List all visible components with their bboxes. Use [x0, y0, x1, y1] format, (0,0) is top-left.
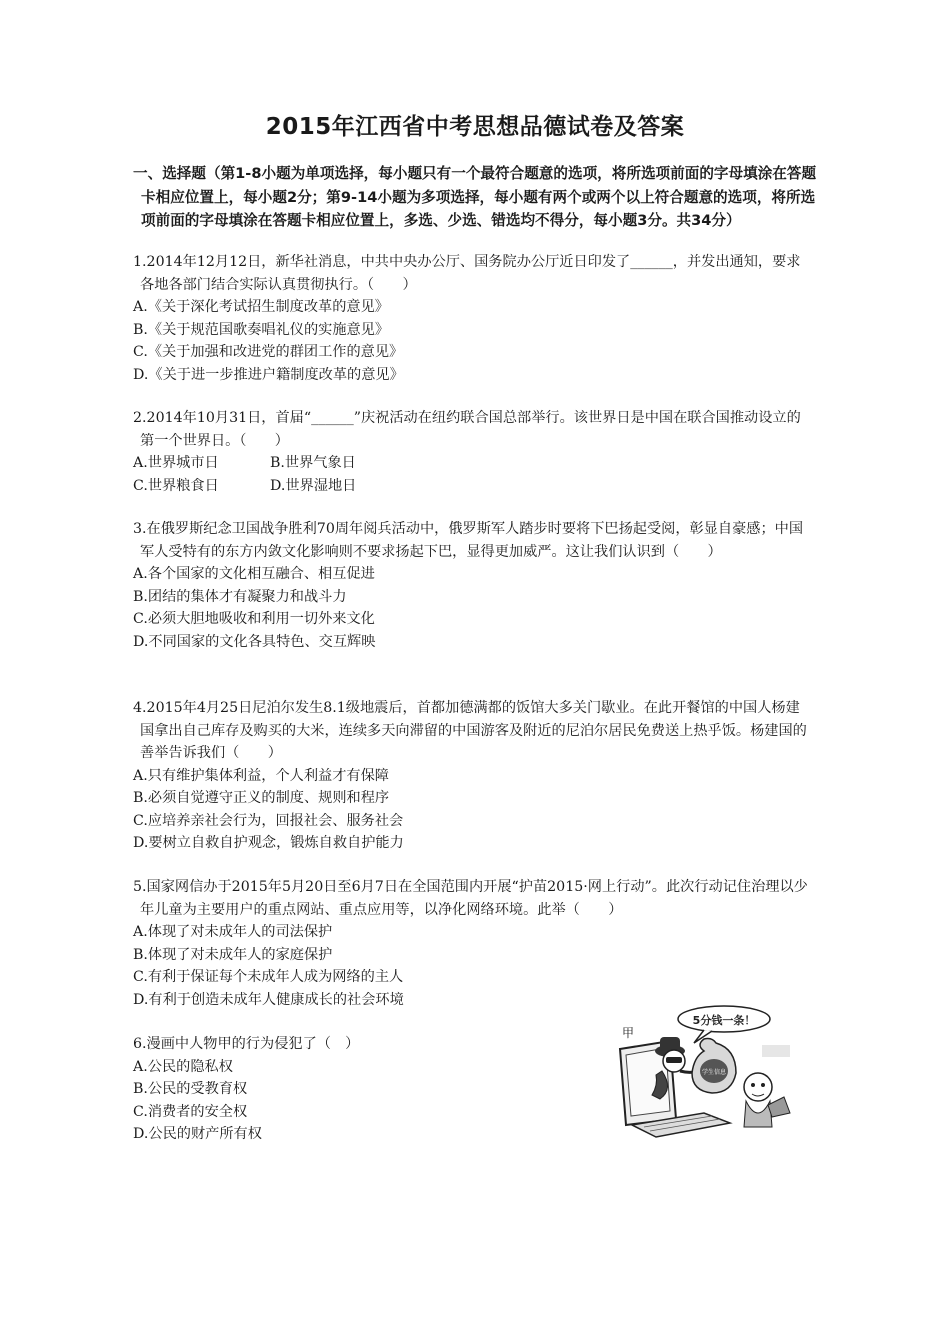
option-a: A.只有维护集体利益，个人利益才有保障 — [133, 767, 389, 784]
option-d: D.《关于进一步推进户籍制度改革的意见》 — [133, 366, 404, 383]
question-stem: 5.国家网信办于2015年5月20日至6月7日在全国范围内开展“护苗2015·网上行动”。此次行动记住治理以少年儿童为主要用户的重点网站、重点应用等，以净化网络环境。此举（ ） — [133, 879, 808, 918]
option-a: A.各个国家的文化相互融合、相互促进 — [133, 566, 375, 582]
option-d: D.要树立自救自护观念，锻炼自救自护能力 — [133, 835, 404, 851]
section-heading: 一、选择题（第1-8小题为单项选择，每小题只有一个最符合题意的选项，将所选项前面的字母填涂在答题卡相应位置上，每小题2分；第9-14小题为多项选择，每小题有两个或两个以上符合题意的选项，将所选项前面的字母填涂在答题卡相应位置上，多选、少选、错选均不得分，每小题3分。共34分） — [133, 165, 817, 229]
option-b: B.团结的集体才有凝聚力和战斗力 — [133, 588, 347, 605]
option-row — [133, 452, 808, 475]
option-a: A.体现了对未成年人的司法保护 — [133, 924, 333, 940]
option-c: C.消费者的安全权 — [133, 1103, 248, 1120]
question-3 — [133, 518, 808, 653]
bag-label: 学生信息 — [701, 1069, 727, 1076]
question-stem: 3.在俄罗斯纪念卫国战争胜利70周年阅兵活动中，俄罗斯军人踏步时要将下巴扬起受阅，彰显自豪感；中国军人受特有的东方内敛文化影响则不要求扬起下巴，显得更加威严。这让我们认识到（ ） — [133, 521, 804, 560]
option-a: A.公民的隐私权 — [133, 1058, 233, 1075]
option-d: D.公民的财产所有权 — [133, 1126, 262, 1142]
option-c: C.世界粮食日 — [133, 477, 219, 494]
option-b: B.公民的受教育权 — [133, 1081, 248, 1097]
option-c: C.有利于保证每个未成年人成为网络的主人 — [133, 969, 404, 985]
question-1 — [133, 251, 808, 386]
cartoon-illustration — [612, 1001, 802, 1139]
option-b: B.世界气象日 — [270, 455, 356, 471]
option-d: D.世界湿地日 — [270, 477, 357, 494]
option-c: C.应培养亲社会行为，回报社会、服务社会 — [133, 812, 404, 829]
question-4 — [133, 697, 808, 855]
option-b: B.必须自觉遵守正义的制度、规则和程序 — [133, 790, 390, 806]
option-c: C.必须大胆地吸收和利用一切外来文化 — [133, 611, 375, 627]
option-d: D.不同国家的文化各具特色、交互辉映 — [133, 633, 376, 650]
question-stem: 4.2015年4月25日尼泊尔发生8.1级地震后，首都加德满都的饭馆大多关门歇业。在此开餐馆的中国人杨建国拿出自己库存及购买的大米，连续多天向滞留的中国游客及附近的尼泊尔居民免费送上热乎饭。杨建国的善举告诉我们（ ） — [133, 700, 807, 761]
option-b: B.《关于规范国歌奏唱礼仪的实施意见》 — [133, 321, 390, 338]
question-2 — [133, 407, 808, 497]
option-row — [133, 475, 808, 498]
backpack-icon — [768, 1097, 790, 1117]
option-d: D.有利于创造未成年人健康成长的社会环境 — [133, 991, 404, 1008]
option-a: A.世界城市日 — [133, 455, 219, 471]
option-b: B.体现了对未成年人的家庭保护 — [133, 946, 333, 963]
question-stem: 1.2014年12月12日，新华社消息，中共中央办公厅、国务院办公厅近日印发了______，并发出通知，要求各地各部门结合实际认真贯彻执行。（ ） — [133, 254, 801, 293]
child-figure-icon — [744, 1073, 772, 1101]
page-title: 2015年江西省中考思想品德试卷及答案 — [265, 114, 685, 140]
question-6 — [133, 1033, 593, 1146]
question-5 — [133, 876, 808, 1011]
option-c: C.《关于加强和改进党的群团工作的意见》 — [133, 344, 404, 360]
option-a: A.《关于深化考试招生制度改革的意见》 — [133, 299, 389, 315]
person-label: 甲 — [622, 1026, 635, 1040]
question-stem: 2.2014年10月31日，首届“______”庆祝活动在纽约联合国总部举行。该世界日是中国在联合国推动设立的第一个世界日。（ ） — [133, 410, 801, 449]
speech-text: 5分钱一条！ — [692, 1014, 756, 1027]
question-stem: 6.漫画中人物甲的行为侵犯了（ ） — [133, 1036, 360, 1052]
